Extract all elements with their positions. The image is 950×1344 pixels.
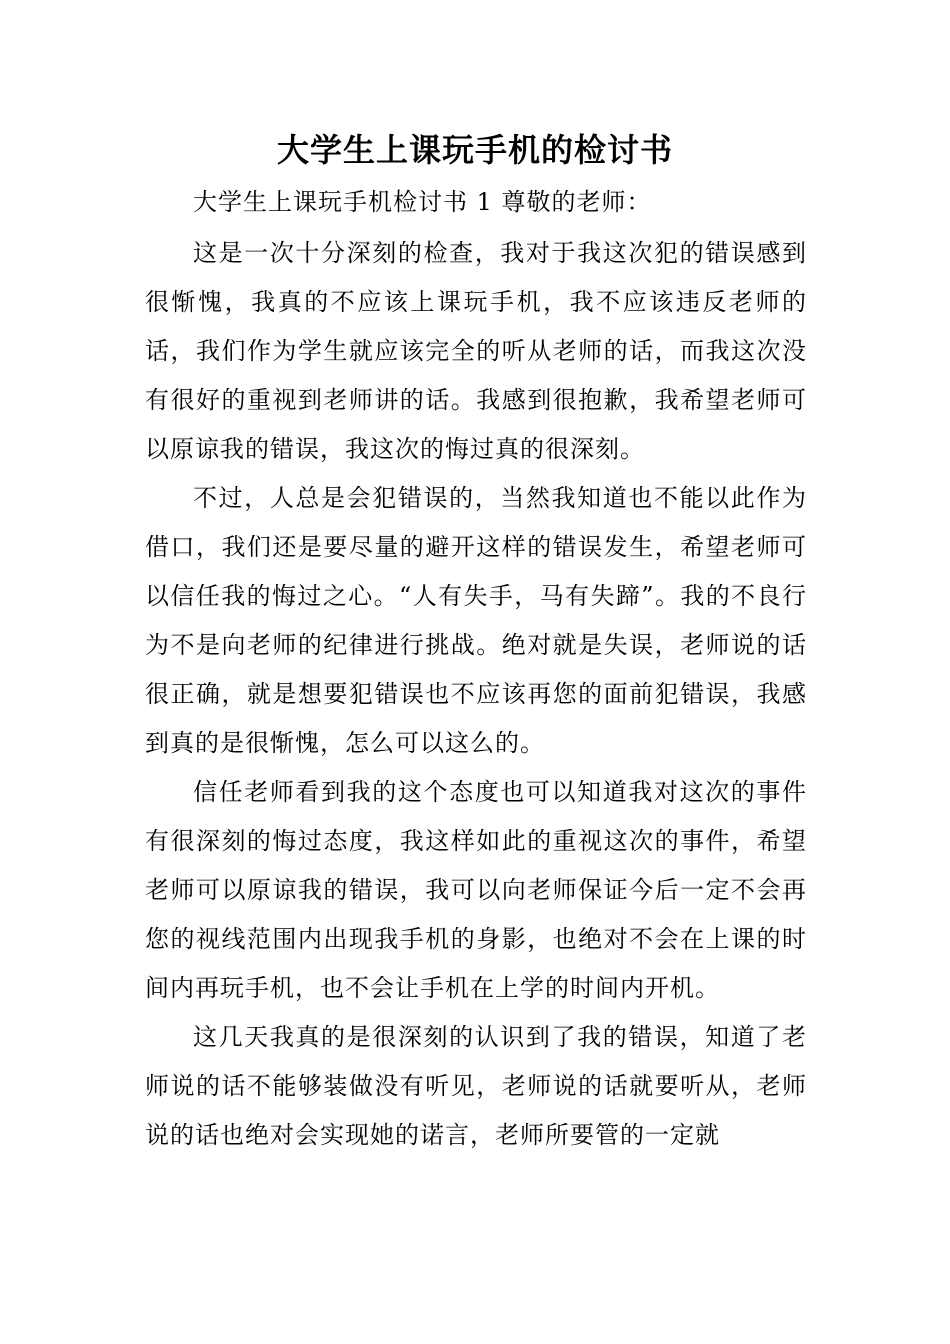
paragraph: 这几天我真的是很深刻的认识到了我的错误，知道了老师说的话不能够装做没有听见，老师说的话就要听从，老师说的话也绝对会实现她的诺言，老师所要管的一定就 — [145, 1023, 807, 1149]
document-title: 大学生上课玩手机的检讨书 — [276, 131, 673, 169]
paragraph: 这是一次十分深刻的检查，我对于我这次犯的错误感到很惭愧，我真的不应该上课玩手机，我不应该违反老师的话，我们作为学生就应该完全的听从老师的话，而我这次没有很好的重视到老师讲的话。我感到很抱歉，我希望老师可以原谅我的错误，我这次的悔过真的很深刻。 — [145, 239, 807, 463]
paragraph: 信任老师看到我的这个态度也可以知道我对这次的事件有很深刻的悔过态度，我这样如此的重视这次的事件，希望老师可以原谅我的错误，我可以向老师保证今后一定不会再您的视线范围内出现我手机的身影，也绝对不会在上课的时间内再玩手机，也不会让手机在上学的时间内开机。 — [145, 778, 807, 1002]
document-body — [145, 178, 807, 1160]
paragraph-salutation: 大学生上课玩手机检讨书 1 尊敬的老师： — [193, 188, 652, 216]
paragraph: 不过，人总是会犯错误的，当然我知道也不能以此作为借口，我们还是要尽量的避开这样的错误发生，希望老师可以信任我的悔过之心。“人有失手，马有失蹄”。我的不良行为不是向老师的纪律进行挑战。绝对就是失误，老师说的话很正确，就是想要犯错误也不应该再您的面前犯错误，我感到真的是很惭愧，怎么可以这么的。 — [145, 484, 807, 757]
